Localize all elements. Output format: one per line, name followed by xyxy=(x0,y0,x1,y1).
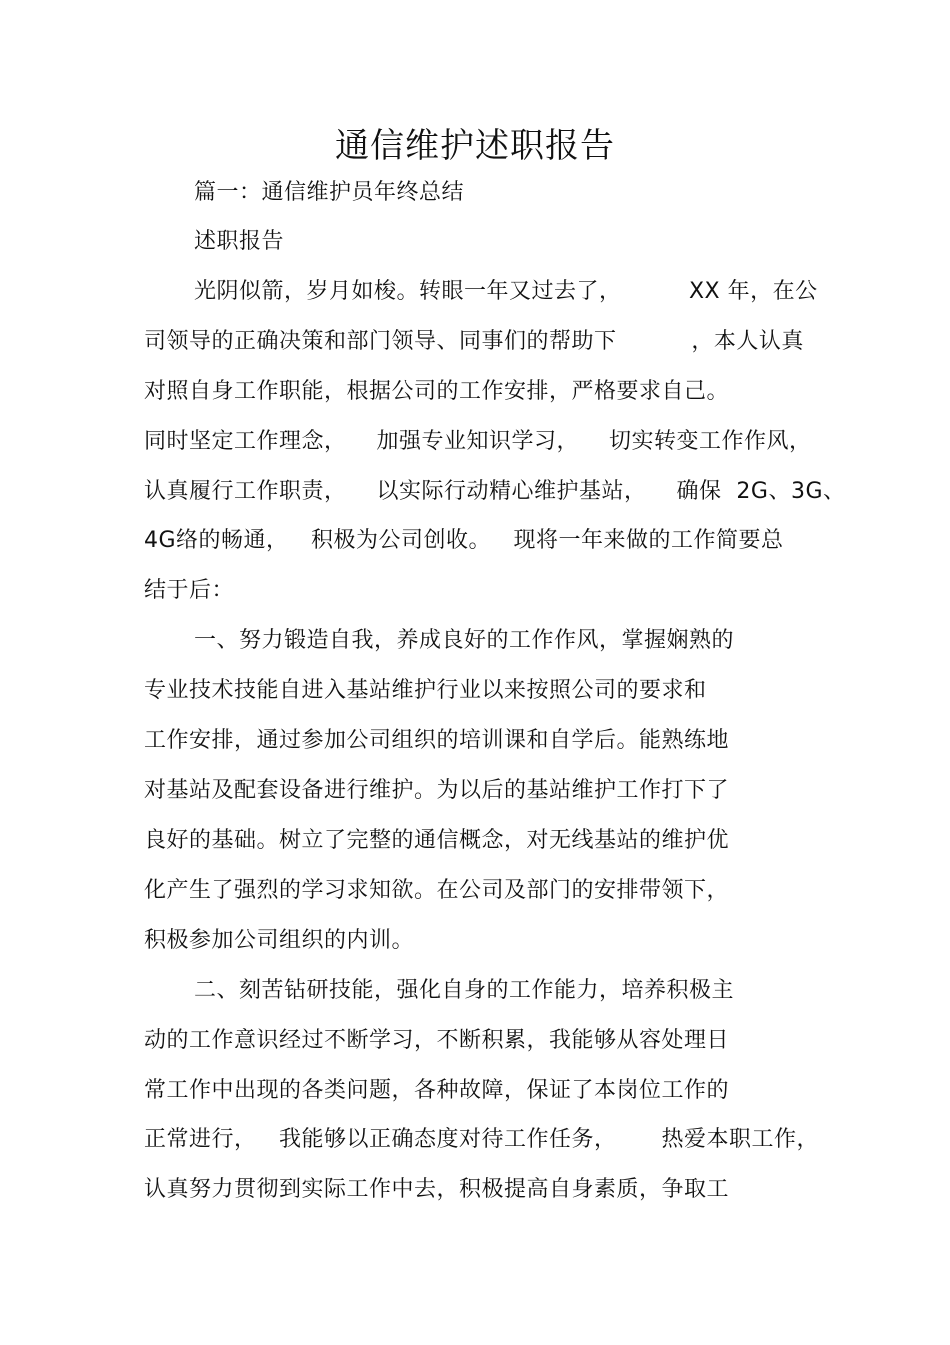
text-line: 专业技术技能自进入基站维护行业以来按照公司的要求和 xyxy=(144,678,707,703)
document-title: 通信维护述职报告 xyxy=(335,126,615,166)
text-line: 化产生了强烈的学习求知欲。在公司及部门的安排带领下， xyxy=(144,878,730,903)
text-line: 认真努力贯彻到实际工作中去，积极提高自身素质，争取工 xyxy=(144,1177,730,1202)
text-line: 工作安排，通过参加公司组织的培训课和自学后。能熟练地 xyxy=(144,728,730,753)
text-line: 对基站及配套设备进行维护。为以后的基站维护工作打下了 xyxy=(144,778,730,803)
text-line: 对照自身工作职能，根据公司的工作安排，严格要求自己。 xyxy=(144,379,730,404)
text-line: 述职报告 xyxy=(194,229,285,254)
text-line: 光阴似箭，岁月如梭。转眼一年又过去了， XX 年，在公 xyxy=(194,279,818,304)
text-line: 结于后： xyxy=(144,578,235,603)
text-line: 良好的基础。树立了完整的通信概念，对无线基站的维护优 xyxy=(144,828,730,853)
text-line: 二、刻苦钻研技能，强化自身的工作能力，培养积极主 xyxy=(194,978,735,1003)
text-line: 积极参加公司组织的内训。 xyxy=(144,928,415,953)
text-line: 一、努力锻造自我，养成良好的工作作风，掌握娴熟的 xyxy=(194,628,735,653)
text-line: 动的工作意识经过不断学习，不断积累，我能够从容处理日 xyxy=(144,1028,730,1053)
text-line: 司领导的正确决策和部门领导、同事们的帮助下 ，本人认真 xyxy=(144,329,804,354)
text-line: 篇一：通信维护员年终总结 xyxy=(194,180,465,205)
text-line: 同时坚定工作理念， 加强专业知识学习， 切实转变工作作风， xyxy=(144,429,812,454)
text-line: 4G络的畅通， 积极为公司创收。 现将一年来做的工作简要总 xyxy=(144,528,784,553)
text-line: 正常进行， 我能够以正确态度对待工作任务， 热爱本职工作， xyxy=(144,1127,819,1152)
text-line: 常工作中出现的各类问题，各种故障，保证了本岗位工作的 xyxy=(144,1078,730,1103)
text-line: 认真履行工作职责， 以实际行动精心维护基站， 确保 2G、3G、 xyxy=(144,479,846,504)
